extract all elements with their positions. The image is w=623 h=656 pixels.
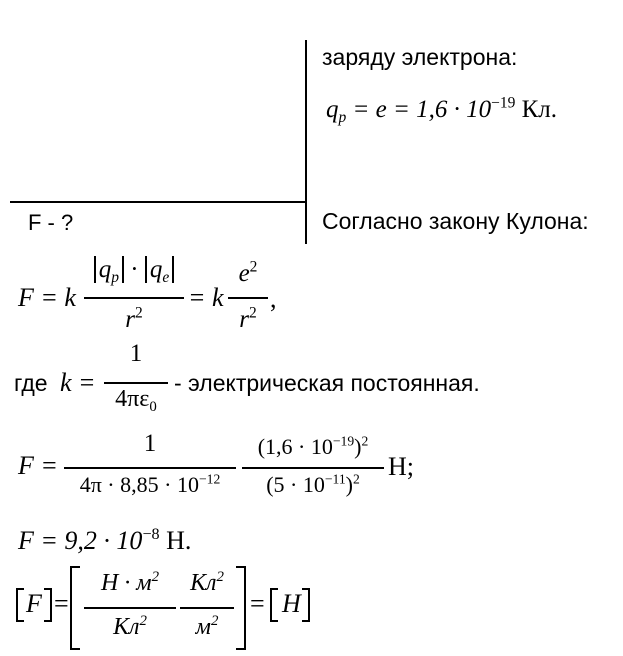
eq2-denominator-2: $r^2$ [239,304,257,333]
eq2-denominator: $r^2$ [125,304,143,333]
eq6-rhs-bracket-left [270,588,278,622]
eq1-lhs: q [326,96,339,123]
eq3-numerator: 1 [129,340,143,367]
where-text: где [14,370,48,396]
eq4-f1-denominator: $4\pi \cdot 8,85 \cdot 10^{-12}$ [79,471,221,497]
eq1-lhs-sub: p [338,108,347,126]
table-horizontal-divider [10,201,307,203]
eq6-eq2: = [250,589,265,618]
eq6-big-bracket-left [70,566,80,650]
eq6-big-bracket-right [236,566,246,650]
eq5-unit: Н. [166,526,192,555]
eq1-mid: = e = 1,6 · 10 [352,96,492,123]
eq6-fraction-1 [84,564,176,650]
eq4-fraction-2 [242,424,384,504]
eq6-f1-numerator: $Н \cdot м^2$ [100,568,160,596]
eq6-lhs-bracket-left [16,588,24,622]
table-vertical-divider [305,40,307,244]
eq2-numerator-2: $e^2$ [238,258,258,287]
eq4-f2-denominator: $(5 \cdot 10^{-11})^2$ [266,471,360,497]
eq2-lhs: F = k [18,283,76,312]
eq2-comma: , [270,284,277,313]
eq4-f2-numerator: $(1,6 \cdot 10^{-19})^2$ [257,433,369,459]
eq2-eq-k: = k [188,283,224,312]
eq3-fraction-bar [104,382,168,384]
eq2-fraction-bar-2 [228,297,268,299]
eq6-lhs-bracket-right [44,588,52,622]
equation-result [18,526,191,556]
eq6-f1-denominator: $Кл^2$ [113,612,147,640]
eq4-fraction-bar-1 [64,467,236,469]
eq4-f1-numerator: 1 [143,430,157,457]
eq6-eq: = [54,589,69,618]
eq4-unit: Н; [388,452,414,481]
eq3-k: k = [60,368,96,397]
eq6-fraction-bar-1 [84,607,176,609]
eq6-f2-denominator: $м^2$ [195,612,219,640]
eq6-f2-numerator: $Кл^2$ [190,568,224,596]
charge-text: заряду электрона: [322,44,518,70]
eq6-rhs: Н [282,589,301,618]
coulomb-law-text: Согласно закону Кулона: [322,208,589,234]
eq6-fraction-bar-2 [180,607,234,609]
eq2-fraction-2 [228,252,268,362]
constant-desc: - электрическая постоянная. [174,370,480,396]
eq6-rhs-bracket-right [302,588,310,622]
eq3-denominator: $4\pi\varepsilon_0$ [115,386,157,415]
eq1-unit: Кл. [521,96,557,123]
eq4-fraction-bar-2 [242,467,384,469]
eq3-fraction [104,340,168,420]
eq2-numerator: $q_p \cdot q_e$ [84,256,184,284]
given-label: F - ? [28,210,74,235]
eq5-lhs: F = 9,2 · 10 [18,526,143,555]
eq4-fraction-1 [64,424,236,504]
eq2-fraction-bar-1 [84,297,184,299]
eq6-lhs: F [26,589,42,618]
eq6-fraction-2 [180,564,234,650]
equation-charge [326,96,557,124]
eq1-exp: −19 [491,94,516,112]
eq5-exp: −8 [142,526,160,544]
eq4-lhs: F = [18,451,58,480]
